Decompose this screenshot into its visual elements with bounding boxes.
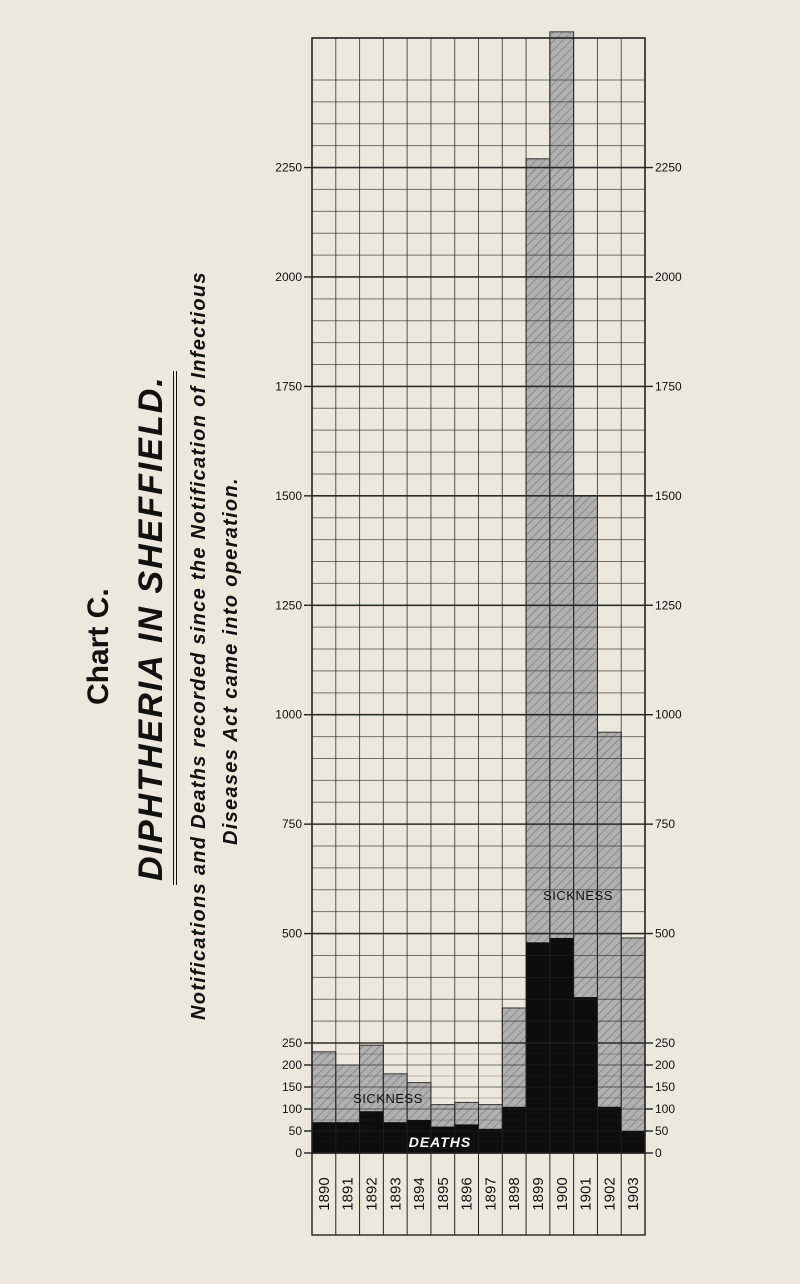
y-tick-label-left: 500 [281,926,302,941]
subtitle-line-1: Notifications and Deaths recorded since the Notification of Infectious [188,271,210,1020]
x-tick-label-1902: 1902 [601,1177,619,1211]
y-tick-label-right: 250 [655,1036,676,1050]
deaths-bar-1891 [336,1122,360,1153]
y-tick-label-right: 50 [655,1124,669,1138]
y-tick-label-right: 200 [655,1058,676,1072]
deaths-bar-1899 [526,942,550,1153]
x-tick-label-1897: 1897 [482,1177,500,1211]
y-tick-label-right: 0 [655,1146,662,1160]
sickness-bar-1902 [597,732,621,1153]
y-tick-label-left: 150 [281,1080,302,1094]
x-tick-label-1895: 1895 [434,1177,452,1211]
y-tick-label-left: 2000 [275,269,302,284]
y-tick-label-left: 2250 [275,160,302,175]
y-tick-label-right: 1750 [655,379,682,394]
y-tick-label-left: 1000 [275,707,302,722]
deaths-bar-1897 [479,1129,503,1153]
y-tick-label-left: 750 [281,817,302,832]
y-tick-label-right: 750 [655,817,676,832]
deaths-bar-1893 [383,1122,407,1153]
deaths-label: DEATHS [408,1134,472,1150]
y-tick-label-left: 1750 [275,379,302,394]
y-tick-label-left: 1500 [275,488,302,503]
deaths-bar-1900 [550,938,574,1153]
chart-label: Chart C. [82,588,115,705]
y-tick-label-right: 2250 [655,160,682,175]
y-tick-label-left: 250 [281,1036,302,1050]
y-tick-label-right: 500 [655,926,676,941]
x-tick-label-1893: 1893 [387,1177,405,1211]
y-tick-label-right: 1500 [655,488,682,503]
y-tick-label-left: 100 [281,1102,302,1116]
sickness-label-low: SICKNESS [353,1091,423,1106]
y-tick-label-left: 1250 [275,598,302,613]
x-tick-label-1890: 1890 [315,1177,333,1211]
x-tick-label-1901: 1901 [577,1177,595,1211]
subtitle-line-2: Diseases Act came into operation. [220,477,242,845]
x-tick-label-1892: 1892 [363,1177,381,1211]
y-tick-label-right: 2000 [655,269,682,284]
sickness-bar-1903 [621,938,645,1153]
deaths-bar-1902 [597,1107,621,1153]
y-tick-label-left: 0 [295,1146,302,1160]
x-tick-label-1891: 1891 [339,1177,357,1211]
deaths-bar-1901 [574,997,598,1153]
x-tick-label-1898: 1898 [506,1177,524,1211]
x-tick-label-1894: 1894 [411,1177,429,1211]
y-tick-label-left: 50 [288,1124,302,1138]
x-tick-label-1903: 1903 [625,1177,643,1211]
y-tick-label-right: 100 [655,1102,676,1116]
y-tick-label-right: 150 [655,1080,676,1094]
y-tick-label-right: 1000 [655,707,682,722]
deaths-bar-1892 [360,1111,384,1153]
y-tick-label-right: 1250 [655,598,682,613]
x-tick-label-1900: 1900 [553,1177,571,1211]
main-title: DIPHTHERIA IN SHEFFIELD. [132,371,177,885]
y-axis-right [645,161,682,1160]
deaths-bar-1890 [312,1122,336,1153]
sickness-label-high: SICKNESS [543,888,613,903]
x-tick-label-1896: 1896 [458,1177,476,1211]
deaths-bar-1898 [502,1107,526,1153]
x-tick-label-1899: 1899 [529,1177,547,1211]
y-axis-left [275,161,312,1160]
y-tick-label-left: 200 [281,1058,302,1072]
